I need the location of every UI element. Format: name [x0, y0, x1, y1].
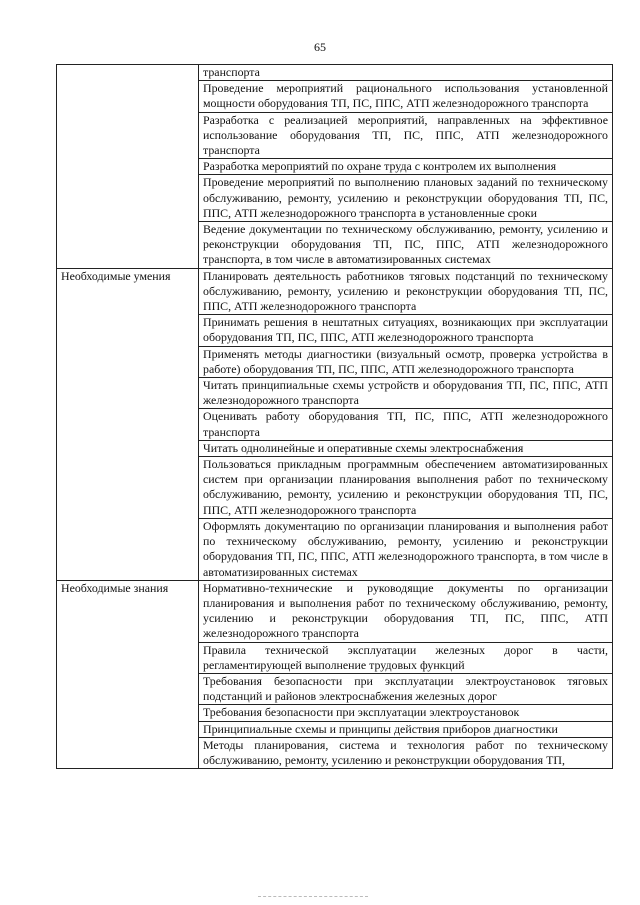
- list-item: Требования безопасности при эксплуатации электроустановок: [199, 705, 613, 721]
- list-item: Читать однолинейные и оперативные схемы электроснабжения: [199, 440, 613, 456]
- footer-divider: [258, 896, 368, 897]
- page-number: 65: [314, 40, 326, 54]
- table-row: [57, 65, 613, 81]
- list-item: Оформлять документацию по организации планирования и выполнения работ по техническому обслуживанию, ремонту, усилению и реконструкции оборудования ТП, ПС, ППС, АТП железнодорожного транспорта, в том числе в автоматизированных системах: [199, 518, 613, 580]
- list-item: Требования безопасности при эксплуатации электроустановок тяговых подстанций и районов электроснабжения железных дорог: [199, 673, 613, 704]
- table-row: [57, 580, 613, 642]
- list-item: Принимать решения в нештатных ситуациях, возникающих при эксплуатации оборудования ТП, ПС, ППС, АТП железнодорожного транспорта: [199, 315, 613, 346]
- list-item: транспорта: [199, 65, 613, 81]
- list-item: Пользоваться прикладным программным обеспечением автоматизированных систем при организации планирования выполнения работ по техническому обслуживанию, ремонту, усилению и реконструкции оборудования ТП, ПС, ППС, АТП железнодорожного транспорта: [199, 457, 613, 519]
- list-item: Нормативно-технические и руководящие документы по организации планирования и выполнения работ по техническому обслуживанию, ремонту, усилению и реконструкции оборудования ТП, ПС, ППС, АТП железнодорожного транспорта: [199, 580, 613, 642]
- list-item: Принципиальные схемы и принципы действия приборов диагностики: [199, 721, 613, 737]
- list-item: Применять методы диагностики (визуальный осмотр, проверка устройства в работе) оборудования ТП, ПС, ППС, АТП железнодорожного транспорта: [199, 346, 613, 377]
- table-row: [57, 268, 613, 315]
- section-label: [57, 65, 199, 269]
- list-item: Разработка мероприятий по охране труда с контролем их выполнения: [199, 159, 613, 175]
- list-item: Ведение документации по техническому обслуживанию, ремонту, усилению и реконструкции оборудования ТП, ПС, ППС, АТП железнодорожного транспорта, в том числе в автоматизированных системах: [199, 222, 613, 269]
- list-item: Оценивать работу оборудования ТП, ПС, ППС, АТП железнодорожного транспорта: [199, 409, 613, 440]
- list-item: Проведение мероприятий рационального использования установленной мощности оборудования ТП, ПС, ППС, АТП железнодорожного транспорта: [199, 81, 613, 112]
- section-label: Необходимые знания: [57, 580, 199, 768]
- list-item: Правила технической эксплуатации железных дорог в части, регламентирующей выполнение трудовых функций: [199, 642, 613, 673]
- list-item: Разработка с реализацией мероприятий, направленных на эффективное использование оборудования ТП, ПС, ППС, АТП железнодорожного транспорта: [199, 112, 613, 159]
- list-item: Проведение мероприятий по выполнению плановых заданий по техническому обслуживанию, ремонту, усилению и реконструкции оборудования ТП, ПС, ППС, АТП железнодорожного транспорта в установленные сроки: [199, 175, 613, 222]
- list-item: Читать принципиальные схемы устройств и оборудования ТП, ПС, ППС, АТП железнодорожного транспорта: [199, 378, 613, 409]
- requirements-table: [56, 64, 613, 769]
- section-label: Необходимые умения: [57, 268, 199, 580]
- list-item: Методы планирования, система и технология работ по техническому обслуживанию, ремонту, усилению и реконструкции оборудования ТП,: [199, 737, 613, 768]
- list-item: Планировать деятельность работников тяговых подстанций по техническому обслуживанию, ремонту, усилению и реконструкции оборудования ТП, ПС, ППС, АТП железнодорожного транспорта: [199, 268, 613, 315]
